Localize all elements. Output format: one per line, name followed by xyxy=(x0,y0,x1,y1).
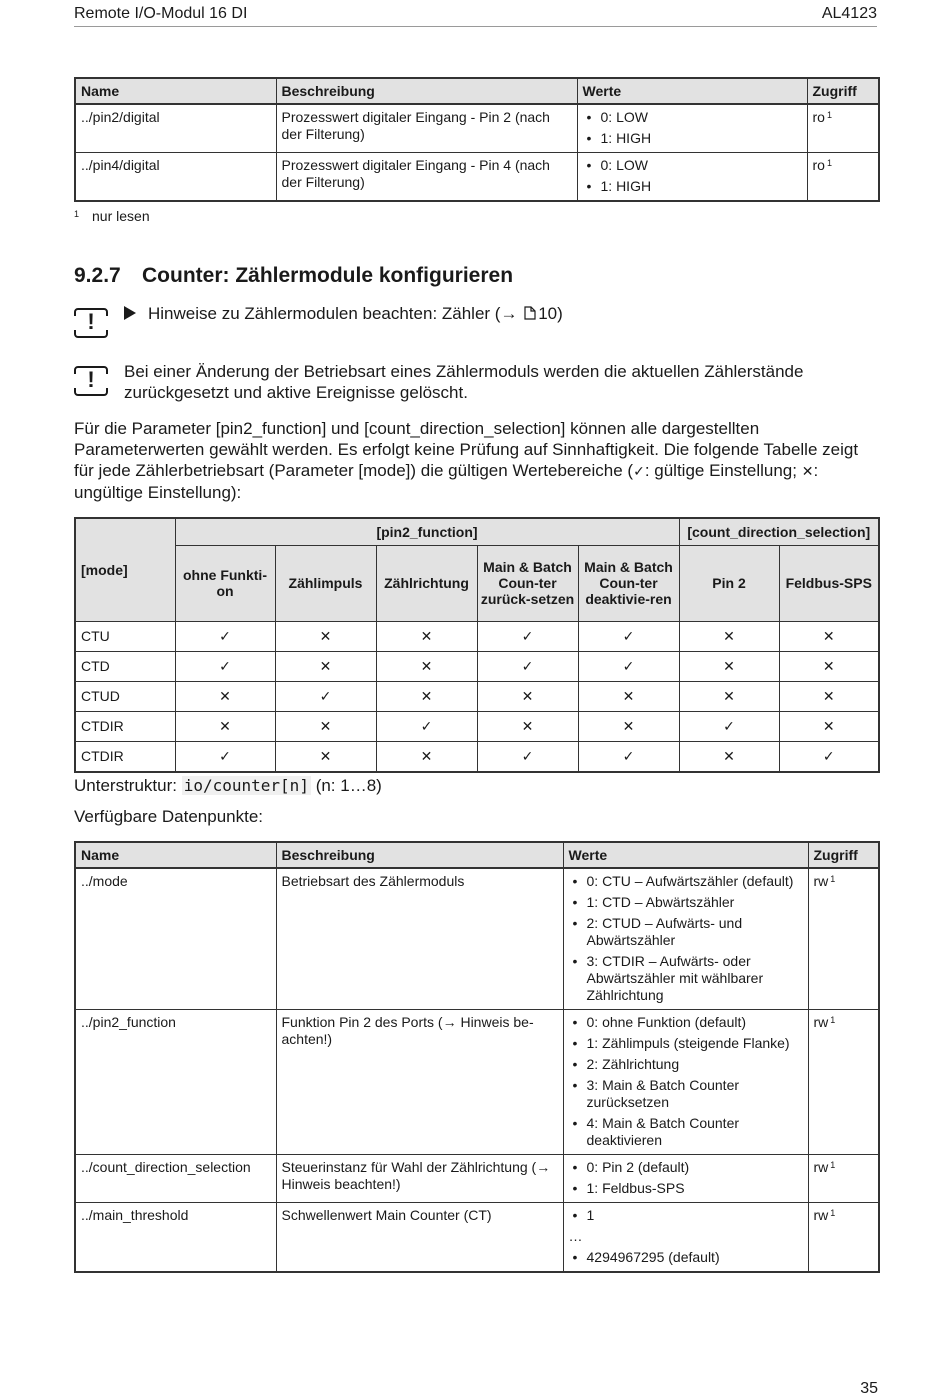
table-row xyxy=(75,621,879,651)
section-number: 9.2.7 xyxy=(74,264,121,287)
page-reference: 10 xyxy=(538,304,558,323)
header-title: Remote I/O-Modul 16 DI xyxy=(74,5,248,22)
notice-text: Bei einer Änderung der Betriebsart eines Zählermoduls werden die aktuellen Zählerstände zurückgesetzt und aktive Ereignisse gelöscht. xyxy=(124,362,804,402)
col-header: ohne Funkti-on xyxy=(175,545,275,621)
value-item: • 3: CTDIR – Aufwärts- oder Abwärtszähler mit wählbarer Zählrichtung xyxy=(569,953,803,1004)
check-icon: ✓ xyxy=(679,711,779,741)
substructure-range: (n: 1…8) xyxy=(315,776,382,795)
cross-icon: ✕ xyxy=(477,681,578,711)
table-row xyxy=(75,1010,879,1155)
cross-icon: ✕ xyxy=(275,651,376,681)
value-item: • 1: Feldbus-SPS xyxy=(569,1180,803,1197)
cross-icon: ✕ xyxy=(679,681,779,711)
cell-name: ../main_threshold xyxy=(75,1203,276,1273)
arrow-right-icon: → xyxy=(500,304,518,323)
table-row xyxy=(75,868,879,1010)
cell-description: Betriebsart des Zählermoduls xyxy=(276,868,563,1010)
cell-access xyxy=(807,104,879,153)
col-name-header: Name xyxy=(75,842,276,868)
cross-icon: ✕ xyxy=(175,711,275,741)
substructure-line xyxy=(74,775,382,796)
cell-values xyxy=(563,1203,808,1273)
cell-access xyxy=(808,1203,879,1273)
mode-label: CTDIR xyxy=(75,741,175,772)
col-header: Pin 2 xyxy=(679,545,779,621)
footnote-ref: 1 xyxy=(830,1208,836,1218)
check-icon: ✓ xyxy=(578,741,679,772)
col-description-header: Beschreibung xyxy=(276,78,577,104)
cross-icon: ✕ xyxy=(679,651,779,681)
footnote xyxy=(74,208,150,224)
table-row xyxy=(75,741,879,772)
value-item: • 1: CTD – Abwärtszähler xyxy=(569,894,803,911)
col-access-header: Zugriff xyxy=(807,78,879,104)
notice-exclamation-icon: ! xyxy=(74,308,108,338)
intro-paragraph xyxy=(74,418,878,503)
page-header xyxy=(74,4,877,27)
footnote-text: nur lesen xyxy=(92,208,150,224)
mode-label: CTUD xyxy=(75,681,175,711)
check-icon: ✓ xyxy=(578,621,679,651)
footnote-ref: 1 xyxy=(830,1015,836,1025)
cross-icon: ✕ xyxy=(376,681,477,711)
table-row xyxy=(75,711,879,741)
check-icon: ✓ xyxy=(376,711,477,741)
footnote-ref: 1 xyxy=(826,158,832,168)
value-item: • 0: LOW xyxy=(583,157,802,174)
footnote-ref: 1 xyxy=(830,874,836,884)
cross-icon: ✕ xyxy=(376,621,477,651)
value-item: • 1: HIGH xyxy=(583,178,802,195)
cell-name: ../count_direction_selection xyxy=(75,1155,276,1203)
col-header: Feldbus-SPS xyxy=(779,545,879,621)
intro-text: Für die Parameter [pin2_function] und [count_direction_selection] können alle dargestellten Parameterwerten gewählt werden. Es erfolgt keine Prüfung auf Sinnhaftigkeit. Die folgende Tabelle zeigt für jede Zählerbetriebsart (Parameter [mode]) die gültigen Wertebereiche ( xyxy=(74,419,859,480)
cell-name: ../pin2_function xyxy=(75,1010,276,1155)
check-icon: ✓ xyxy=(175,651,275,681)
check-icon: ✓ xyxy=(175,741,275,772)
access-value: rw xyxy=(813,1207,829,1223)
col-header: Zählimpuls xyxy=(275,545,376,621)
cell-values xyxy=(563,868,808,1010)
substructure-code: io/counter[n] xyxy=(183,776,309,795)
table-row xyxy=(75,651,879,681)
col-values-header: Werte xyxy=(577,78,807,104)
col-header: Main & Batch Coun-ter deaktivie-ren xyxy=(578,545,679,621)
cross-icon: ✕ xyxy=(679,621,779,651)
cross-icon: ✕ xyxy=(175,681,275,711)
header-product-code: AL4123 xyxy=(821,5,877,22)
cross-icon: ✕ xyxy=(801,463,814,479)
cross-icon: ✕ xyxy=(779,711,879,741)
table-row xyxy=(75,1203,879,1273)
value-item: • 0: ohne Funktion (default) xyxy=(569,1014,803,1031)
table-header-row xyxy=(75,78,879,104)
cell-description: Steuerinstanz für Wahl der Zählrichtung (→ Hinweis beachten!) xyxy=(276,1155,563,1203)
value-item: • 4: Main & Batch Counter deaktivieren xyxy=(569,1115,803,1149)
digital-datapoints-table xyxy=(74,77,880,202)
access-value: rw xyxy=(813,1014,829,1030)
section-heading xyxy=(74,264,513,288)
value-item: • 2: Zählrichtung xyxy=(569,1056,803,1073)
value-item: • 0: CTU – Aufwärtszähler (default) xyxy=(569,873,803,890)
value-item: • 1: Zählimpuls (steigende Flanke) xyxy=(569,1035,803,1052)
value-item: • 0: Pin 2 (default) xyxy=(569,1159,803,1176)
value-item: • 4294967295 (default) xyxy=(569,1249,803,1266)
check-icon: ✓ xyxy=(477,621,578,651)
footnote-mark: 1 xyxy=(74,209,80,219)
cell-access xyxy=(807,153,879,202)
cross-icon: ✕ xyxy=(578,711,679,741)
cell-values xyxy=(563,1155,808,1203)
substructure-label: Unterstruktur: xyxy=(74,776,177,795)
cell-values xyxy=(563,1010,808,1155)
col-values-header: Werte xyxy=(563,842,808,868)
table-header-row xyxy=(75,842,879,868)
table-group-header-row xyxy=(75,518,879,545)
instruction-text-end: ) xyxy=(557,304,563,323)
col-header: Zählrichtung xyxy=(376,545,477,621)
check-icon: ✓ xyxy=(779,741,879,772)
cell-values xyxy=(577,153,807,202)
value-item: • 3: Main & Batch Counter zurücksetzen xyxy=(569,1077,803,1111)
footnote-ref: 1 xyxy=(830,1160,836,1170)
check-icon: ✓ xyxy=(633,463,645,479)
value-ellipsis: … xyxy=(568,1228,583,1244)
cell-description: Prozesswert digitaler Eingang - Pin 2 (nach der Filterung) xyxy=(276,104,577,153)
check-icon: ✓ xyxy=(477,651,578,681)
table-row xyxy=(75,681,879,711)
check-icon: ✓ xyxy=(175,621,275,651)
table-row xyxy=(75,104,879,153)
cell-values xyxy=(577,104,807,153)
page-number: 35 xyxy=(860,1380,878,1397)
notice-instruction xyxy=(124,304,563,324)
pin2-function-header: [pin2_function] xyxy=(175,518,679,545)
intro-invalid-text: : ungültige Einstellung): xyxy=(74,461,819,502)
col-description-header: Beschreibung xyxy=(276,842,563,868)
mode-table-body xyxy=(75,621,879,772)
mode-label: CTDIR xyxy=(75,711,175,741)
table-header-row xyxy=(75,545,879,621)
cell-description: Funktion Pin 2 des Ports (→ Hinweis be-achten!) xyxy=(276,1010,563,1155)
cell-name: ../pin2/digital xyxy=(75,104,276,153)
col-name-header: Name xyxy=(75,78,276,104)
counter-datapoints-table xyxy=(74,841,880,1273)
instruction-text: Hinweise zu Zählermodulen beachten: Zähler ( xyxy=(148,304,501,323)
cell-description: Schwellenwert Main Counter (CT) xyxy=(276,1203,563,1273)
mode-header: [mode] xyxy=(75,518,175,621)
mode-validity-table xyxy=(74,517,880,773)
page-reference-icon xyxy=(524,306,536,320)
access-value: rw xyxy=(813,1159,829,1175)
cross-icon: ✕ xyxy=(275,741,376,772)
cross-icon: ✕ xyxy=(679,741,779,772)
value-item: • 0: LOW xyxy=(583,109,802,126)
mode-label: CTD xyxy=(75,651,175,681)
cell-description: Prozesswert digitaler Eingang - Pin 4 (nach der Filterung) xyxy=(276,153,577,202)
value-item: • 1: HIGH xyxy=(583,130,802,147)
cross-icon: ✕ xyxy=(275,621,376,651)
access-value: rw xyxy=(813,873,829,889)
value-item: • 2: CTUD – Aufwärts- und Abwärtszähler xyxy=(569,915,803,949)
table-row xyxy=(75,1155,879,1203)
cell-access xyxy=(808,868,879,1010)
cross-icon: ✕ xyxy=(779,681,879,711)
mode-label: CTU xyxy=(75,621,175,651)
table-row xyxy=(75,153,879,202)
count-direction-header: [count_direction_selection] xyxy=(679,518,879,545)
col-header: Main & Batch Coun-ter zurück-setzen xyxy=(477,545,578,621)
cross-icon: ✕ xyxy=(779,621,879,651)
access-value: ro xyxy=(812,109,825,125)
value-item: • 1 xyxy=(569,1207,803,1224)
footnote-ref: 1 xyxy=(826,110,832,120)
cross-icon: ✕ xyxy=(578,681,679,711)
check-icon: ✓ xyxy=(275,681,376,711)
check-icon: ✓ xyxy=(578,651,679,681)
check-icon: ✓ xyxy=(477,741,578,772)
cell-name: ../mode xyxy=(75,868,276,1010)
access-value: ro xyxy=(812,157,825,173)
instruction-triangle-icon xyxy=(124,306,136,320)
cell-access xyxy=(808,1010,879,1155)
cross-icon: ✕ xyxy=(376,741,477,772)
intro-valid-text: : gültige Einstellung; xyxy=(644,461,797,480)
col-access-header: Zugriff xyxy=(808,842,879,868)
cross-icon: ✕ xyxy=(477,711,578,741)
cell-name: ../pin4/digital xyxy=(75,153,276,202)
cell-access xyxy=(808,1155,879,1203)
cross-icon: ✕ xyxy=(275,711,376,741)
notice-exclamation-icon: ! xyxy=(74,366,108,396)
section-title: Counter: Zählermodule konfigurieren xyxy=(142,264,514,287)
cross-icon: ✕ xyxy=(779,651,879,681)
cross-icon: ✕ xyxy=(376,651,477,681)
datapoints-label: Verfügbare Datenpunkte: xyxy=(74,807,264,826)
